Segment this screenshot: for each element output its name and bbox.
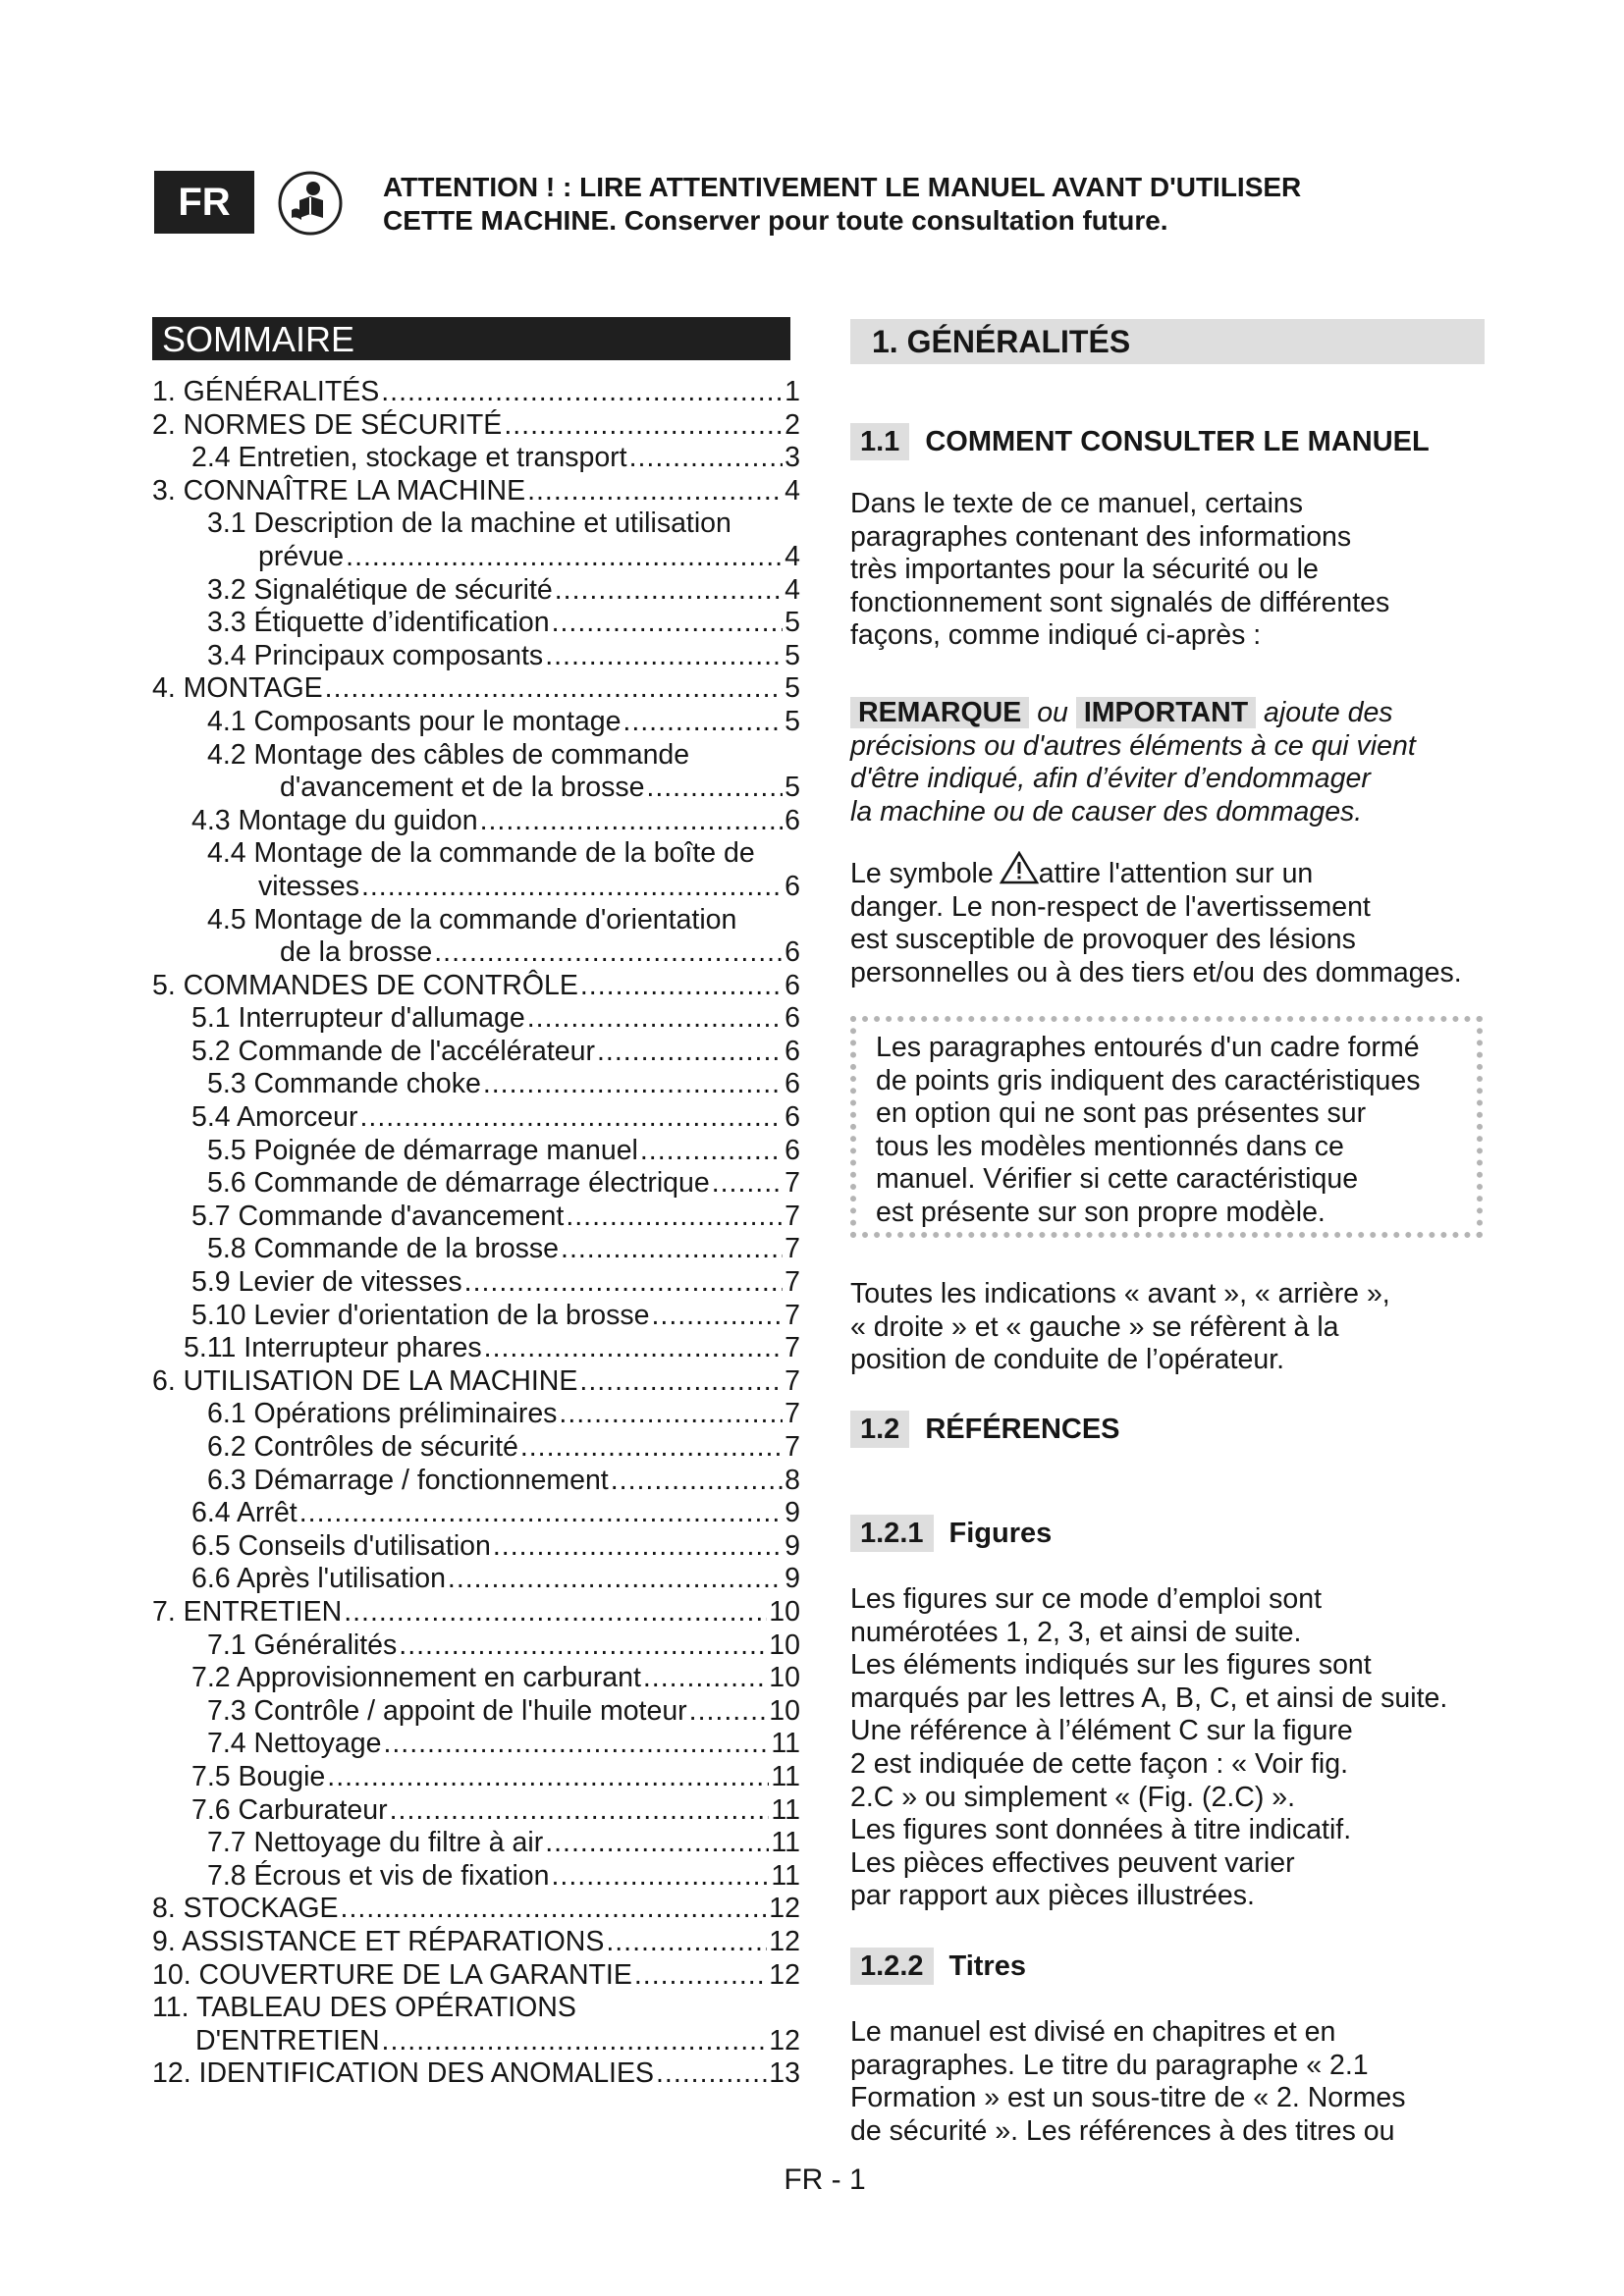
toc-leader-dots [360, 1101, 784, 1135]
toc-entry-page: 9 [785, 1529, 800, 1562]
optional-features-box [850, 1016, 1483, 1238]
toc-entry-label: 7.4 Nettoyage [207, 1728, 382, 1760]
toc-leader-dots [652, 1300, 784, 1333]
paragraph-line: danger. Le non-respect de l'avertissement [850, 890, 1371, 923]
page-number: FR - 1 [784, 2163, 866, 2196]
read-manual-icon [278, 171, 343, 236]
toc-leader-dots [634, 1959, 767, 1993]
paragraph-line: 2 est indiquée de cette façon : « Voir fig. [850, 1747, 1349, 1780]
toc-entry [152, 1135, 800, 1168]
toc-leader-dots [341, 1893, 768, 1926]
symbole-suffix: attire l'attention sur un [1038, 858, 1314, 889]
toc-entry [152, 1959, 800, 1993]
paragraph-line: Les éléments indiqués sur les figures sont [850, 1649, 1372, 1682]
paragraph-line: de points gris indiquent des caractéristiques [876, 1064, 1421, 1096]
toc-leader-dots [484, 1332, 783, 1365]
toc-entry-label: 10. COUVERTURE DE LA GARANTIE [152, 1958, 632, 1991]
toc-entry-page: 13 [769, 2057, 800, 2090]
toc-entry-line: 4.4 Montage de la commande de la boîte de [207, 837, 755, 870]
paragraph-line: de sécurité ». Les références à des titres ou [850, 2114, 1395, 2147]
toc-leader-dots [552, 607, 784, 640]
toc-entry-label: 5.10 Levier d'orientation de la brosse [191, 1299, 650, 1331]
toc-leader-dots [344, 1596, 767, 1629]
toc-entry-label: 6. UTILISATION DE LA MACHINE [152, 1364, 578, 1397]
toc-entry [152, 475, 800, 508]
toc-entry-page: 5 [785, 639, 800, 671]
toc-entry-label: 8. STOCKAGE [152, 1893, 339, 1925]
paragraph-line: paragraphes. Le titre du paragraphe « 2.1 [850, 2049, 1369, 2081]
toc-entry-label: de la brosse [280, 936, 433, 969]
toc-entry [152, 574, 800, 608]
paragraph-line: par rapport aux pièces illustrées. [850, 1880, 1255, 1912]
toc-entry-page: 5 [785, 772, 800, 804]
subsection-1-2-1-heading [850, 1515, 1052, 1552]
toc-entry-label: 6.4 Arrêt [191, 1497, 298, 1529]
paragraph-line: très importantes pour la sécurité ou le [850, 554, 1319, 586]
toc-entry-label: 4.1 Composants pour le montage [207, 705, 622, 737]
toc-entry-label: 6.1 Opérations préliminaires [207, 1398, 558, 1430]
paragraph-line: marqués par les lettres A, B, C, et ainsi de suite. [850, 1682, 1448, 1714]
indications-paragraph [850, 1278, 1498, 1377]
toc-entry-page: 8 [785, 1464, 800, 1496]
toc-leader-dots [493, 1530, 783, 1564]
toc-leader-dots [383, 1728, 769, 1761]
toc-leader-dots [299, 1497, 783, 1530]
toc-entry-page: 9 [785, 1563, 800, 1595]
toc-entry [152, 1332, 800, 1365]
toc-entry [152, 1629, 800, 1663]
toc-entry-page: 7 [785, 1200, 800, 1232]
toc-entry-page: 5 [785, 607, 800, 639]
toc-entry-label: 7. ENTRETIEN [152, 1595, 343, 1628]
subsection-title: Figures [948, 1517, 1053, 1549]
paragraph-line: en option qui ne sont pas présentes sur [876, 1097, 1367, 1130]
toc-leader-dots [566, 1201, 783, 1234]
toc-entry [152, 541, 800, 574]
paragraph-line: Le manuel est divisé en chapitres et en [850, 2016, 1336, 2048]
toc-leader-dots [448, 1563, 783, 1596]
toc-leader-dots [643, 1662, 767, 1695]
toc-entry-label: 2.4 Entretien, stockage et transport [191, 442, 627, 474]
table-of-contents [152, 376, 800, 2091]
paragraph-line: Toutes les indications « avant », « arrière », [850, 1278, 1390, 1309]
toc-entry [152, 1398, 800, 1431]
toc-entry-label: 7.2 Approvisionnement en carburant [191, 1662, 641, 1694]
toc-entry [152, 1662, 800, 1695]
paragraph-line: Dans le texte de ce manuel, certains [850, 488, 1303, 519]
toc-leader-dots [483, 1068, 783, 1101]
toc-heading: SOMMAIRE [152, 317, 790, 360]
paragraph-line: Les paragraphes entourés d'un cadre formé [876, 1032, 1420, 1063]
toc-entry-label: 6.2 Contrôles de sécurité [207, 1431, 518, 1463]
toc-leader-dots [527, 475, 783, 508]
toc-entry-label: 9. ASSISTANCE ET RÉPARATIONS [152, 1925, 605, 1957]
subsection-number: 1.1 [850, 423, 909, 460]
toc-entry-label: 6.6 Après l'utilisation [191, 1563, 446, 1595]
toc-entry [152, 871, 800, 904]
toc-entry-page: 4 [785, 474, 800, 507]
paragraph-line: Les figures sont données à titre indicatif. [850, 1814, 1352, 1846]
toc-entry-label: 3.3 Étiquette d’identification [207, 607, 550, 639]
remarque-label: REMARQUE [850, 697, 1029, 728]
toc-entry-label: 5.11 Interrupteur phares [184, 1332, 482, 1364]
remarque-paragraph [850, 697, 1498, 828]
toc-leader-dots [464, 1266, 783, 1300]
toc-entry-page: 10 [769, 1694, 800, 1727]
toc-entry [152, 442, 800, 475]
toc-entry-label: D'ENTRETIEN [195, 2024, 380, 2056]
toc-entry-label: 5.2 Commande de l'accélérateur [191, 1035, 595, 1067]
subsection-number: 1.2.2 [850, 1948, 934, 1985]
symbole-prefix: Le symbole [850, 858, 994, 889]
toc-entry [152, 1431, 800, 1465]
toc-entry-line: 4.5 Montage de la commande d'orientation [207, 903, 737, 935]
paragraph-line: Les pièces effectives peuvent varier [850, 1846, 1295, 1879]
subsection-title: COMMENT CONSULTER LE MANUEL [925, 425, 1430, 457]
toc-entry [152, 1068, 800, 1101]
toc-entry-label: d'avancement et de la brosse [280, 772, 645, 804]
toc-entry [152, 1365, 800, 1399]
toc-leader-dots [559, 1398, 783, 1431]
subsection-1-2-2-heading [850, 1948, 1026, 1985]
paragraph-line: manuel. Vérifier si cette caractéristique [876, 1163, 1359, 1196]
toc-leader-dots [520, 1431, 783, 1465]
toc-entry-label: 1. GÉNÉRALITÉS [152, 376, 380, 407]
subsection-title: RÉFÉRENCES [925, 1413, 1120, 1445]
subsection-number: 1.2.1 [850, 1515, 934, 1552]
toc-entry-page: 12 [769, 1925, 800, 1957]
paragraph-line: Les figures sur ce mode d’emploi sont [850, 1583, 1322, 1615]
toc-entry [152, 1266, 800, 1300]
toc-entry [152, 376, 800, 409]
remarque-first-line [850, 697, 1498, 730]
paragraph-line: position de conduite de l’opérateur. [850, 1344, 1285, 1376]
subsection-1-2-heading [850, 1411, 1120, 1448]
toc-entry-page: 12 [769, 1893, 800, 1925]
toc-entry-page: 12 [769, 2024, 800, 2056]
toc-entry [152, 1300, 800, 1333]
toc-entry-page: 6 [785, 1134, 800, 1166]
toc-entry-label: 3. CONNAÎTRE LA MACHINE [152, 474, 526, 507]
toc-entry-label: 5.8 Commande de la brosse [207, 1233, 560, 1265]
toc-leader-dots [689, 1695, 768, 1729]
subsection-number: 1.2 [850, 1411, 909, 1448]
toc-entry-label: 12. IDENTIFICATION DES ANOMALIES [152, 2057, 654, 2090]
toc-entry [152, 1893, 800, 1926]
toc-leader-dots [640, 1135, 783, 1168]
toc-entry-label: 5.6 Commande de démarrage électrique [207, 1167, 710, 1200]
paragraph-line: tous les modèles mentionnés dans ce [876, 1130, 1344, 1162]
paragraph-line: 2.C » ou simplement « (Fig. (2.C) ». [850, 1781, 1295, 1813]
toc-entry [152, 805, 800, 838]
toc-entry-page: 10 [769, 1662, 800, 1694]
paragraph-line: fonctionnement sont signalés de différentes [850, 586, 1390, 618]
toc-leader-dots [629, 442, 784, 475]
toc-entry [152, 1465, 800, 1498]
toc-entry [152, 2057, 800, 2091]
toc-leader-dots [656, 2057, 767, 2091]
toc-leader-dots [561, 1233, 783, 1266]
warning-icon [1000, 851, 1039, 884]
toc-entry-label: 3.4 Principaux composants [207, 639, 544, 671]
toc-entry-page: 10 [769, 1629, 800, 1661]
figures-paragraph [850, 1583, 1498, 1913]
toc-leader-dots [434, 936, 783, 970]
toc-entry-page: 7 [785, 1266, 800, 1299]
toc-entry-page: 6 [785, 1068, 800, 1100]
toc-entry-label: 7.8 Écrous et vis de fixation [207, 1859, 550, 1892]
toc-entry [152, 1926, 800, 1959]
toc-entry-line: 11. TABLEAU DES OPÉRATIONS [152, 1992, 576, 2024]
paragraph-line: d'être indiqué, afin d’éviter d’endommager [850, 763, 1371, 795]
toc-entry-page: 7 [785, 1431, 800, 1463]
toc-entry-label: 5.7 Commande d'avancement [191, 1200, 565, 1232]
toc-leader-dots [327, 1761, 769, 1794]
toc-entry-page: 7 [785, 1364, 800, 1397]
toc-entry [152, 1167, 800, 1201]
toc-entry [152, 1596, 800, 1629]
toc-entry [152, 1794, 800, 1828]
toc-leader-dots [545, 1827, 769, 1860]
paragraph-line: personnelles ou à des tiers et/ou des dommages. [850, 956, 1462, 988]
toc-entry [152, 1761, 800, 1794]
toc-leader-dots [527, 1002, 783, 1036]
toc-leader-dots [580, 970, 783, 1003]
toc-entry-page: 4 [785, 573, 800, 606]
toc-entry-label: vitesses [258, 870, 359, 902]
toc-entry-label: 5.9 Levier de vitesses [191, 1266, 462, 1299]
toc-entry-label: 3.2 Signalétique de sécurité [207, 573, 553, 606]
toc-entry-label: 7.6 Carburateur [191, 1793, 388, 1826]
toc-entry-label: 2. NORMES DE SÉCURITÉ [152, 408, 503, 441]
toc-entry-page: 7 [785, 1299, 800, 1331]
toc-entry-page: 1 [785, 376, 800, 407]
paragraph-line: précisions ou d'autres éléments à ce qui vient [850, 729, 1416, 762]
toc-entry-label: 6.5 Conseils d'utilisation [191, 1529, 491, 1562]
toc-leader-dots [606, 1926, 767, 1959]
toc-entry-page: 10 [769, 1595, 800, 1628]
language-badge: FR [154, 171, 254, 234]
titres-paragraph [850, 2016, 1498, 2148]
toc-leader-dots [597, 1036, 783, 1069]
toc-leader-dots [545, 640, 783, 673]
toc-entry [152, 772, 800, 805]
toc-entry-page: 11 [771, 1728, 800, 1760]
toc-entry [152, 1860, 800, 1894]
toc-entry [152, 1728, 800, 1761]
toc-entry [152, 1201, 800, 1234]
toc-entry-page: 5 [785, 705, 800, 737]
toc-entry [152, 640, 800, 673]
toc-entry-page: 11 [771, 1793, 800, 1826]
toc-entry-label: 5. COMMANDES DE CONTRÔLE [152, 969, 578, 1001]
toc-leader-dots [480, 805, 784, 838]
toc-entry-page: 3 [785, 442, 800, 474]
toc-entry [152, 2025, 800, 2058]
toc-leader-dots [346, 541, 783, 574]
toc-entry [152, 1530, 800, 1564]
toc-entry-page: 7 [785, 1167, 800, 1200]
symbole-first-line [850, 851, 1498, 891]
toc-leader-dots [390, 1794, 770, 1828]
toc-entry [152, 1002, 800, 1036]
toc-entry [152, 936, 800, 970]
toc-entry-label: 7.7 Nettoyage du filtre à air [207, 1827, 544, 1859]
toc-entry-page: 11 [771, 1760, 800, 1792]
toc-entry-page: 7 [785, 1398, 800, 1430]
toc-leader-dots [579, 1365, 783, 1399]
ou-text: ou [1037, 697, 1068, 728]
toc-entry-label: 5.3 Commande choke [207, 1068, 481, 1100]
toc-entry [152, 1101, 800, 1135]
paragraph-line: la machine ou de causer des dommages. [850, 795, 1363, 828]
toc-entry-page: 5 [785, 672, 800, 705]
toc-entry-label: 5.1 Interrupteur d'allumage [191, 1002, 525, 1035]
toc-entry-line: 4.2 Montage des câbles de commande [207, 738, 690, 771]
toc-entry-page: 6 [785, 969, 800, 1001]
attention-line-1: ATTENTION ! : LIRE ATTENTIVEMENT LE MANUEL AVANT D'UTILISER [383, 172, 1302, 202]
attention-line-2: CETTE MACHINE. Conserver pour toute consultation future. [383, 205, 1168, 236]
toc-entry-label: 5.4 Amorceur [191, 1101, 358, 1134]
toc-entry-page: 6 [785, 804, 800, 836]
subsection-title: Titres [948, 1949, 1026, 1982]
toc-entry-page: 12 [769, 1958, 800, 1991]
toc-leader-dots [611, 1465, 783, 1498]
toc-leader-dots [555, 574, 783, 608]
toc-entry [152, 409, 800, 443]
toc-leader-dots [325, 672, 783, 706]
toc-entry-label: 7.5 Bougie [191, 1760, 326, 1792]
toc-entry-label: 5.5 Poignée de démarrage manuel [207, 1134, 638, 1166]
toc-entry-page: 7 [785, 1233, 800, 1265]
toc-entry [152, 672, 800, 706]
toc-entry [152, 1563, 800, 1596]
toc-entry-page: 4 [785, 540, 800, 572]
paragraph-line: paragraphes contenant des informations [850, 520, 1352, 553]
intro-paragraph [850, 488, 1489, 653]
toc-entry [152, 1827, 800, 1860]
subsection-1-1-heading [850, 423, 1430, 460]
toc-entry [152, 706, 800, 739]
toc-entry-label: prévue [258, 540, 345, 572]
toc-entry-page: 2 [785, 408, 800, 441]
toc-entry [152, 1036, 800, 1069]
toc-leader-dots [646, 772, 783, 805]
toc-entry-page: 6 [785, 1002, 800, 1035]
paragraph-line: façons, comme indiqué ci-après : [850, 619, 1262, 652]
toc-entry-label: 4.3 Montage du guidon [191, 804, 478, 836]
toc-entry-page: 7 [785, 1332, 800, 1364]
toc-leader-dots [361, 871, 783, 904]
toc-entry-page: 6 [785, 1035, 800, 1067]
toc-entry-label: 4. MONTAGE [152, 672, 323, 705]
toc-leader-dots [712, 1167, 783, 1201]
paragraph-line: numérotées 1, 2, 3, et ainsi de suite. [850, 1616, 1302, 1648]
paragraph-line: Une référence à l’élément C sur la figure [850, 1715, 1353, 1747]
toc-leader-dots [504, 409, 783, 443]
paragraph-line: est présente sur son propre modèle. [876, 1196, 1326, 1228]
toc-entry-label: 7.1 Généralités [207, 1629, 398, 1661]
toc-entry-line: 3.1 Description de la machine et utilisation [207, 507, 731, 540]
toc-entry-page: 11 [771, 1859, 800, 1892]
toc-entry-page: 6 [785, 936, 800, 969]
toc-entry-label: 7.3 Contrôle / appoint de l'huile moteur [207, 1694, 687, 1727]
attention-notice [383, 171, 1512, 238]
toc-entry [152, 1233, 800, 1266]
paragraph-line: Formation » est un sous-titre de « 2. Normes [850, 2082, 1406, 2114]
toc-entry-page: 9 [785, 1497, 800, 1529]
paragraph-line: est susceptible de provoquer des lésions [850, 924, 1356, 956]
paragraph-line: « droite » et « gauche » se réfèrent à la [850, 1310, 1339, 1343]
toc-entry-page: 11 [771, 1827, 800, 1859]
toc-entry [152, 1497, 800, 1530]
toc-leader-dots [399, 1629, 767, 1663]
toc-entry-page: 6 [785, 1101, 800, 1134]
toc-entry-page: 6 [785, 870, 800, 902]
toc-leader-dots [381, 376, 783, 409]
remarque-rest: ajoute des [1264, 697, 1393, 728]
section-heading-generalites: 1. GÉNÉRALITÉS [850, 319, 1485, 364]
toc-leader-dots [552, 1860, 770, 1894]
toc-entry [152, 607, 800, 640]
toc-entry [152, 970, 800, 1003]
toc-entry [152, 1695, 800, 1729]
important-label: IMPORTANT [1076, 697, 1256, 728]
toc-entry-label: 6.3 Démarrage / fonctionnement [207, 1464, 609, 1496]
symbole-paragraph [850, 851, 1498, 989]
toc-leader-dots [382, 2025, 768, 2058]
toc-leader-dots [623, 706, 783, 739]
